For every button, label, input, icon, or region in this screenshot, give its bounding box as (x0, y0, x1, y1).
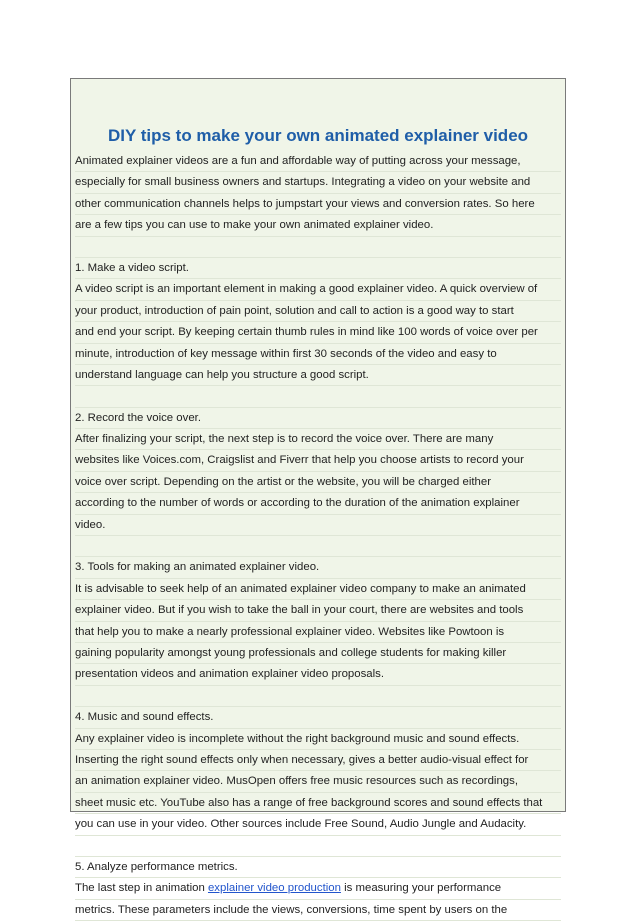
text-line: video. (75, 515, 561, 536)
text-line: are a few tips you can use to make your own animated explainer video. (75, 215, 561, 236)
text-line: gaining popularity amongst young professionals and college students for making killer (75, 643, 561, 664)
text-line: Animated explainer videos are a fun and affordable way of putting across your message, (75, 151, 561, 172)
text-line: that help you to make a nearly professional explainer video. Websites like Powtoon is (75, 622, 561, 643)
text-line: voice over script. Depending on the artist or the website, you will be charged either (75, 472, 561, 493)
section-heading: 3. Tools for making an animated explainer video. (75, 557, 561, 578)
intro-paragraph (75, 151, 561, 237)
text-line: explainer video. But if you wish to take the ball in your court, there are websites and tools (75, 600, 561, 621)
document-frame (70, 78, 566, 916)
text-line: Any explainer video is incomplete without the right background music and sound effects. (75, 729, 561, 750)
section-metrics (75, 857, 561, 921)
blank-line (75, 686, 561, 707)
text-line: sheet music etc. YouTube also has a range of free background scores and sound effects that (75, 793, 561, 814)
section-voice-over (75, 408, 561, 536)
text-line: and end your script. By keeping certain thumb rules in mind like 100 words of voice over per (75, 322, 561, 343)
text-line: according to the number of words or according to the duration of the animation explainer (75, 493, 561, 514)
section-heading: 1. Make a video script. (75, 258, 561, 279)
text-line (75, 878, 561, 899)
text-line: metrics. These parameters include the views, conversions, time spent by users on the (75, 900, 561, 921)
text-line: understand language can help you structure a good script. (75, 365, 561, 386)
text-fragment: is measuring your performance (340, 882, 502, 895)
text-line: websites like Voices.com, Craigslist and Fiverr that help you choose artists to record your (75, 450, 561, 471)
blank-line (75, 836, 561, 857)
section-heading: 2. Record the voice over. (75, 408, 561, 429)
text-line: your product, introduction of pain point, solution and call to action is a good way to start (75, 301, 561, 322)
text-fragment: The last step in animation (75, 882, 208, 895)
text-line: especially for small business owners and startups. Integrating a video on your website and (75, 172, 561, 193)
text-line: other communication channels helps to jumpstart your views and conversion rates. So here (75, 194, 561, 215)
section-video-script (75, 258, 561, 386)
text-line: A video script is an important element in making a good explainer video. A quick overview of (75, 279, 561, 300)
section-heading: 4. Music and sound effects. (75, 707, 561, 728)
section-heading: 5. Analyze performance metrics. (75, 857, 561, 878)
text-line: Inserting the right sound effects only when necessary, gives a better audio-visual effect for (75, 750, 561, 771)
text-line: minute, introduction of key message within first 30 seconds of the video and easy to (75, 344, 561, 365)
text-line: It is advisable to seek help of an animated explainer video company to make an animated (75, 579, 561, 600)
section-music (75, 707, 561, 835)
section-tools (75, 557, 561, 685)
text-line: an animation explainer video. MusOpen offers free music resources such as recordings, (75, 771, 561, 792)
document-content (75, 121, 561, 921)
text-line: After finalizing your script, the next step is to record the voice over. There are many (75, 429, 561, 450)
blank-line (75, 386, 561, 407)
text-line: presentation videos and animation explainer video proposals. (75, 664, 561, 685)
explainer-video-production-link[interactable]: explainer video production (207, 882, 341, 895)
blank-line (75, 536, 561, 557)
document-title: DIY tips to make your own animated explainer video (107, 126, 529, 145)
text-line: you can use in your video. Other sources include Free Sound, Audio Jungle and Audacity. (75, 814, 561, 835)
blank-line (75, 237, 561, 258)
